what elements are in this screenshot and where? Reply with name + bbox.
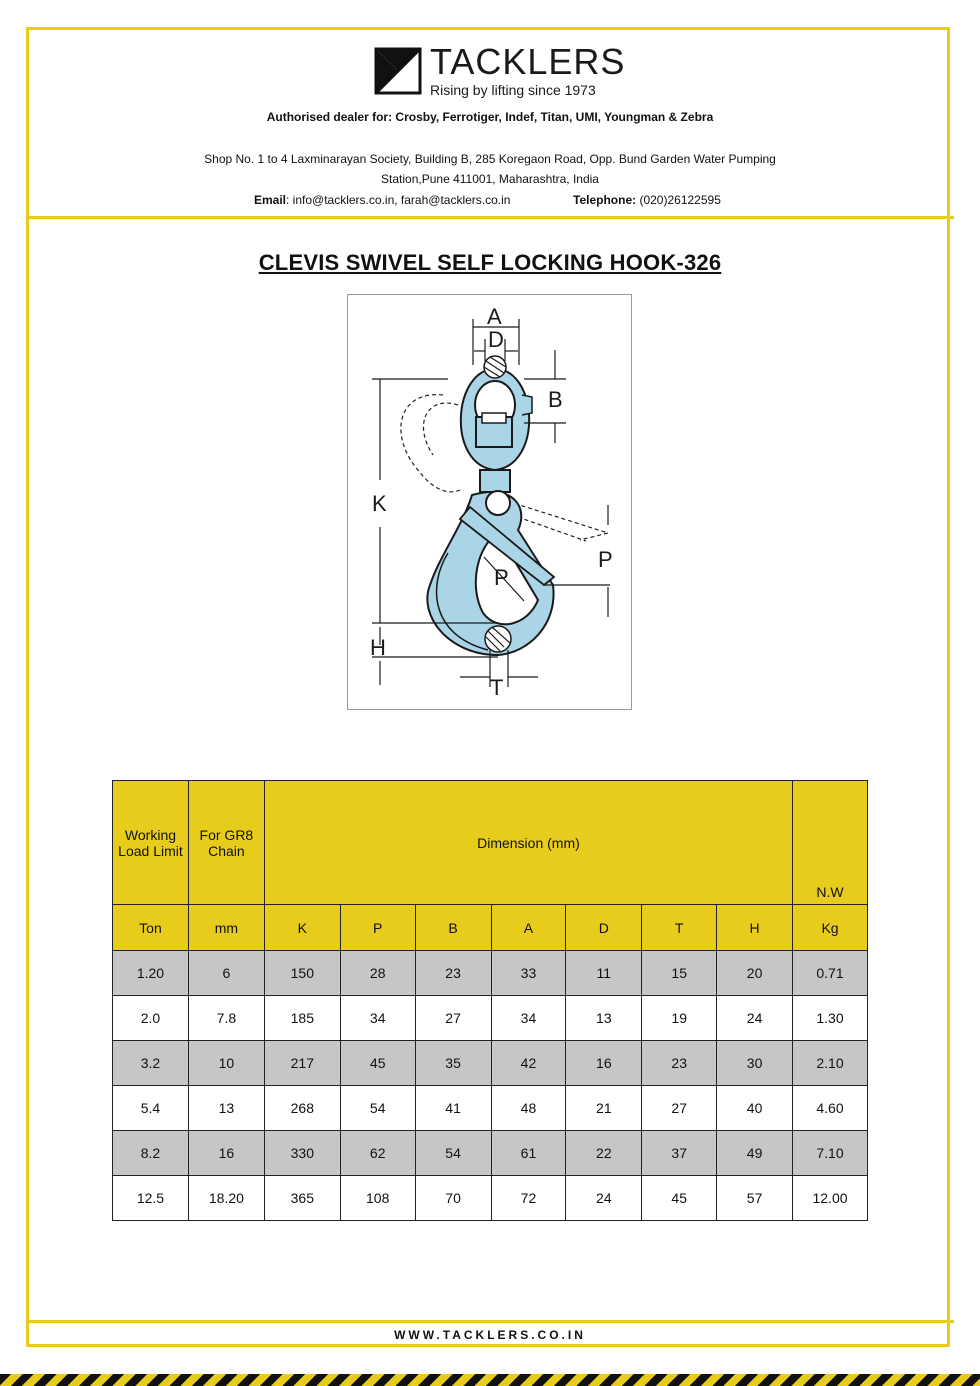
table-cell: 13	[188, 1086, 264, 1131]
phone-contact	[573, 193, 721, 207]
email-contact	[254, 193, 510, 207]
table-cell: 12.5	[113, 1176, 189, 1221]
unit-cell: P	[340, 905, 415, 951]
table-row	[113, 1086, 868, 1131]
table-cell: 21	[566, 1086, 642, 1131]
table-cell: 185	[264, 996, 340, 1041]
table-cell: 7.8	[188, 996, 264, 1041]
table-cell: 150	[264, 951, 340, 996]
website-url[interactable]: WWW.TACKLERS.CO.IN	[394, 1328, 586, 1342]
hook-drawing	[348, 295, 631, 709]
footer-divider	[26, 1320, 954, 1323]
unit-cell: H	[717, 905, 793, 951]
table-cell: 7.10	[793, 1131, 868, 1176]
label-h: H	[370, 635, 386, 660]
label-b: B	[548, 387, 563, 412]
table-cell: 23	[415, 951, 491, 996]
unit-cell: mm	[188, 905, 264, 951]
table-cell: 268	[264, 1086, 340, 1131]
header-dimension: Dimension (mm)	[264, 781, 792, 905]
table-cell: 33	[491, 951, 566, 996]
table-unit-row	[113, 905, 868, 951]
table-cell: 15	[642, 951, 717, 996]
unit-cell: B	[415, 905, 491, 951]
table-cell: 1.20	[113, 951, 189, 996]
header-wll: Working Load Limit	[113, 781, 189, 905]
table-cell: 37	[642, 1131, 717, 1176]
table-cell: 45	[642, 1176, 717, 1221]
table-cell: 18.20	[188, 1176, 264, 1221]
unit-cell: Kg	[793, 905, 868, 951]
table-cell: 34	[491, 996, 566, 1041]
table-cell: 24	[717, 996, 793, 1041]
table-cell: 27	[415, 996, 491, 1041]
page-title: CLEVIS SWIVEL SELF LOCKING HOOK-326	[258, 250, 722, 275]
header-nw: N.W	[793, 781, 868, 905]
table-cell: 108	[340, 1176, 415, 1221]
brand-tagline: Rising by lifting since 1973	[430, 82, 596, 98]
table-cell: 30	[717, 1041, 793, 1086]
table-cell: 40	[717, 1086, 793, 1131]
table-cell: 1.30	[793, 996, 868, 1041]
table-cell: 35	[415, 1041, 491, 1086]
table-cell: 23	[642, 1041, 717, 1086]
table-cell: 57	[717, 1176, 793, 1221]
table-cell: 2.10	[793, 1041, 868, 1086]
table-row	[113, 1131, 868, 1176]
table-cell: 4.60	[793, 1086, 868, 1131]
header-gr8: For GR8 Chain	[188, 781, 264, 905]
table-cell: 11	[566, 951, 642, 996]
table-cell: 217	[264, 1041, 340, 1086]
table-cell: 365	[264, 1176, 340, 1221]
dealer-line: Authorised dealer for: Crosby, Ferrotiger, Indef, Titan, UMI, Youngman & Zebra	[266, 110, 714, 124]
table-cell: 28	[340, 951, 415, 996]
address-line-2: Station,Pune 411001, Maharashtra, India	[381, 172, 599, 186]
table-row	[113, 996, 868, 1041]
brand-logo	[374, 41, 626, 101]
hazard-stripe	[0, 1374, 980, 1386]
table-cell: 330	[264, 1131, 340, 1176]
table-header-row	[113, 781, 868, 905]
table-row	[113, 951, 868, 996]
spec-table	[112, 780, 868, 1221]
table-cell: 72	[491, 1176, 566, 1221]
table-cell: 48	[491, 1086, 566, 1131]
table-cell: 16	[566, 1041, 642, 1086]
brand-name: TACKLERS	[430, 41, 626, 82]
table-cell: 13	[566, 996, 642, 1041]
table-cell: 10	[188, 1041, 264, 1086]
table-cell: 3.2	[113, 1041, 189, 1086]
email-value[interactable]: : info@tacklers.co.in, farah@tacklers.co.in	[286, 193, 511, 207]
table-cell: 22	[566, 1131, 642, 1176]
table-cell: 42	[491, 1041, 566, 1086]
table-cell: 27	[642, 1086, 717, 1131]
table-cell: 16	[188, 1131, 264, 1176]
tacklers-logo-icon	[374, 47, 422, 95]
label-k: K	[372, 491, 387, 516]
table-cell: 45	[340, 1041, 415, 1086]
email-label: Email	[254, 193, 287, 207]
table-cell: 20	[717, 951, 793, 996]
unit-cell: A	[491, 905, 566, 951]
table-cell: 61	[491, 1131, 566, 1176]
table-row	[113, 1041, 868, 1086]
hook-diagram	[347, 294, 632, 710]
table-cell: 34	[340, 996, 415, 1041]
table-cell: 70	[415, 1176, 491, 1221]
table-cell: 8.2	[113, 1131, 189, 1176]
phone-value: (020)26122595	[636, 193, 721, 207]
table-cell: 12.00	[793, 1176, 868, 1221]
header-divider	[26, 216, 954, 219]
table-cell: 0.71	[793, 951, 868, 996]
table-cell: 49	[717, 1131, 793, 1176]
address-line-1: Shop No. 1 to 4 Laxminarayan Society, Building B, 285 Koregaon Road, Opp. Bund Garden Water Pumping	[204, 152, 776, 166]
unit-cell: Ton	[113, 905, 189, 951]
label-t: T	[490, 675, 504, 700]
table-cell: 62	[340, 1131, 415, 1176]
table-cell: 19	[642, 996, 717, 1041]
label-d: D	[488, 327, 504, 352]
label-p-outer: P	[598, 547, 613, 572]
unit-cell: D	[566, 905, 642, 951]
phone-label: Telephone:	[573, 193, 637, 207]
unit-cell: T	[642, 905, 717, 951]
table-cell: 6	[188, 951, 264, 996]
table-row	[113, 1176, 868, 1221]
table-cell: 54	[340, 1086, 415, 1131]
unit-cell: K	[264, 905, 340, 951]
table-cell: 54	[415, 1131, 491, 1176]
label-a: A	[487, 304, 502, 329]
table-cell: 41	[415, 1086, 491, 1131]
table-cell: 24	[566, 1176, 642, 1221]
label-p-inner: P	[494, 565, 509, 590]
table-cell: 5.4	[113, 1086, 189, 1131]
table-cell: 2.0	[113, 996, 189, 1041]
